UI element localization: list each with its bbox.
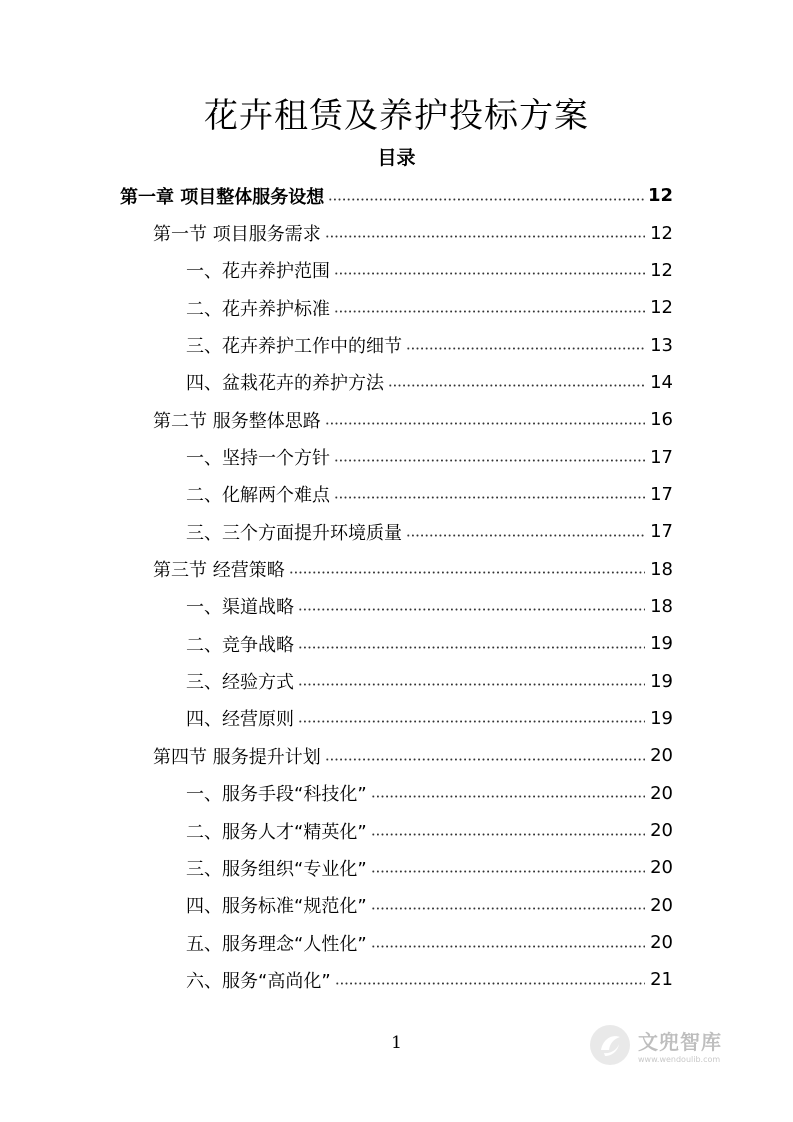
toc-dot-leader — [334, 450, 645, 464]
toc-subsection[interactable] — [186, 812, 673, 849]
toc-page-number: 12 — [650, 259, 673, 281]
toc-dot-leader — [388, 375, 645, 389]
toc-entry-text: 一、花卉养护范围 — [186, 261, 330, 283]
toc-entry-text: 二、花卉养护标准 — [186, 298, 330, 320]
toc-dot-leader — [328, 189, 645, 203]
toc-dot-leader — [334, 263, 645, 277]
watermark — [588, 1018, 758, 1072]
toc-entry-text: 一、渠道战略 — [186, 597, 294, 619]
toc-entry-text: 四、盆栽花卉的养护方法 — [186, 373, 384, 395]
toc-entry-text: 第二节 服务整体思路 — [153, 410, 321, 432]
toc-entry-text: 三、服务组织“专业化” — [186, 858, 367, 880]
toc-dot-leader — [334, 301, 645, 315]
toc-page-number: 20 — [650, 745, 673, 767]
toc-page-number: 20 — [650, 932, 673, 954]
toc-entry-text: 第一节 项目服务需求 — [153, 224, 321, 246]
toc-page-number: 12 — [647, 185, 673, 207]
toc-subsection[interactable] — [186, 252, 673, 289]
toc-subsection[interactable] — [186, 924, 673, 961]
toc-subsection[interactable] — [186, 289, 673, 326]
toc-page-number: 17 — [650, 446, 673, 468]
toc-dot-leader — [406, 338, 645, 352]
toc-section[interactable] — [153, 401, 673, 438]
toc-subsection[interactable] — [186, 662, 673, 699]
toc-subsection[interactable] — [186, 625, 673, 662]
toc-dot-leader — [298, 711, 645, 725]
toc-dot-leader — [335, 973, 645, 987]
toc-entry-text: 二、化解两个难点 — [186, 485, 330, 507]
toc-section[interactable] — [153, 550, 673, 587]
toc-subsection[interactable] — [186, 588, 673, 625]
toc-page-number: 19 — [650, 707, 673, 729]
toc-subsection[interactable] — [186, 438, 673, 475]
toc-dot-leader — [298, 674, 645, 688]
toc-dot-leader — [371, 786, 645, 800]
toc-entry-text: 二、竞争战略 — [186, 634, 294, 656]
watermark-url: www.wendoulib.com — [638, 1055, 721, 1064]
toc-section[interactable] — [153, 737, 673, 774]
watermark-name: 文兜智库 — [638, 1030, 722, 1054]
toc-page-number: 18 — [650, 558, 673, 580]
toc-page-number: 20 — [650, 857, 673, 879]
toc-page-number: 20 — [650, 782, 673, 804]
toc-section[interactable] — [153, 214, 673, 251]
toc-page-number: 17 — [650, 521, 673, 543]
page-number: 1 — [391, 1033, 402, 1053]
toc-dot-leader — [298, 599, 645, 613]
table-of-contents — [0, 177, 793, 999]
toc-subsection[interactable] — [186, 849, 673, 886]
toc-entry-text: 三、花卉养护工作中的细节 — [186, 336, 402, 358]
toc-entry-text: 四、服务标准“规范化” — [186, 896, 367, 918]
toc-page-number: 17 — [650, 483, 673, 505]
toc-page-number: 21 — [650, 969, 673, 991]
toc-subsection[interactable] — [186, 775, 673, 812]
toc-entry-text: 第一章 项目整体服务设想 — [120, 186, 325, 208]
toc-page-number: 16 — [650, 409, 673, 431]
toc-page-number: 19 — [650, 670, 673, 692]
toc-dot-leader — [325, 749, 645, 763]
toc-entry-text: 二、服务人才“精英化” — [186, 821, 367, 843]
toc-dot-leader — [406, 525, 645, 539]
toc-entry-text: 一、服务手段“科技化” — [186, 784, 367, 806]
toc-page-number: 13 — [650, 334, 673, 356]
toc-dot-leader — [289, 562, 645, 576]
toc-page-number: 12 — [650, 297, 673, 319]
toc-dot-leader — [334, 487, 645, 501]
toc-subsection[interactable] — [186, 326, 673, 363]
document-title: 花卉租赁及养护投标方案 — [204, 96, 589, 136]
toc-page-number: 19 — [650, 633, 673, 655]
toc-entry-text: 第三节 经营策略 — [153, 560, 285, 582]
toc-entry-text: 一、坚持一个方针 — [186, 448, 330, 470]
toc-page-number: 18 — [650, 595, 673, 617]
toc-entry-text: 四、经营原则 — [186, 709, 294, 731]
toc-subsection[interactable] — [186, 513, 673, 550]
toc-dot-leader — [371, 898, 645, 912]
toc-page-number: 12 — [650, 222, 673, 244]
toc-chapter[interactable] — [120, 177, 673, 214]
toc-subsection[interactable] — [186, 476, 673, 513]
toc-page-number: 20 — [650, 894, 673, 916]
wendou-logo-icon — [588, 1023, 632, 1067]
toc-dot-leader — [298, 637, 645, 651]
toc-dot-leader — [325, 413, 645, 427]
toc-dot-leader — [371, 861, 645, 875]
toc-entry-text: 三、三个方面提升环境质量 — [186, 522, 402, 544]
toc-subsection[interactable] — [186, 364, 673, 401]
toc-page-number: 14 — [650, 371, 673, 393]
toc-entry-text: 第四节 服务提升计划 — [153, 746, 321, 768]
toc-dot-leader — [371, 936, 645, 950]
toc-dot-leader — [371, 824, 645, 838]
toc-entry-text: 六、服务“高尚化” — [186, 970, 331, 992]
toc-heading: 目录 — [377, 147, 416, 169]
toc-subsection[interactable] — [186, 700, 673, 737]
toc-entry-text: 三、经验方式 — [186, 672, 294, 694]
toc-subsection[interactable] — [186, 887, 673, 924]
toc-page-number: 20 — [650, 820, 673, 842]
toc-dot-leader — [325, 226, 645, 240]
toc-subsection[interactable] — [186, 961, 673, 998]
toc-entry-text: 五、服务理念“人性化” — [186, 933, 367, 955]
